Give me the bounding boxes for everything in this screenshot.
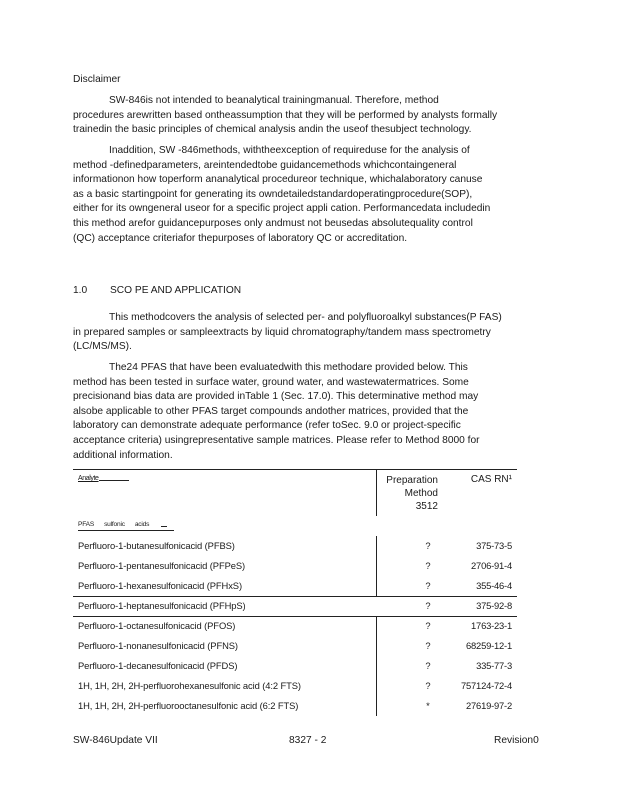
table-row-rule (73, 616, 517, 617)
cas-number: 68259-12-1 (466, 640, 512, 651)
table-row (78, 600, 512, 614)
table-row (78, 700, 512, 714)
scope-paragraph-2 (73, 361, 551, 463)
disclaimer-paragraph-1 (73, 94, 551, 138)
header-line: 3512 (415, 501, 438, 512)
header-column-divider (376, 470, 377, 516)
text-line: either for its owngeneral useor for a specific project appli cation. Performancedata includedin (73, 203, 491, 215)
subheader-word: sulfonic (104, 521, 125, 528)
table-header-analyte: Analyte (78, 475, 129, 482)
table-subheader-pfas-sulfonic-acids (78, 521, 167, 528)
analyte-name: Perfluoro-1-pentanesulfonicacid (PFPeS) (78, 560, 246, 571)
prep-method-mark: ? (425, 540, 431, 551)
subheader-word: PFAS (78, 521, 95, 528)
text-line: method has been tested in surface water, ground water, and wastewatermatrices. Some (73, 376, 469, 388)
text-line: (LC/MS/MS). (73, 341, 132, 353)
disclaimer-title: Disclaimer (73, 74, 121, 85)
table-row-rule (73, 596, 517, 597)
analyte-name: Perfluoro-1-hexanesulfonicacid (PFHxS) (78, 580, 242, 591)
analyte-name: 1H, 1H, 2H, 2H-perfluorooctanesulfonic acid (6:2 FTS) (78, 700, 299, 711)
prep-method-mark: ? (425, 660, 431, 671)
footer-page-number: 8327 - 2 (289, 735, 327, 746)
cas-number: 2706-91-4 (471, 560, 512, 571)
footer-revision: Revision0 (494, 735, 539, 746)
table-row (78, 580, 512, 594)
cas-number: 1763-23-1 (471, 620, 512, 631)
header-line: Method (404, 488, 438, 499)
table-row (78, 620, 512, 634)
cas-number: 335-77-3 (476, 660, 512, 671)
text-line: procedures arewritten based ontheassumption that they will be performed by analysts formally (73, 109, 498, 121)
cas-number: 375-92-8 (476, 600, 512, 611)
analyte-name: 1H, 1H, 2H, 2H-perfluorohexanesulfonic acid (4:2 FTS) (78, 680, 301, 691)
prep-method-mark: ? (425, 600, 431, 611)
text-line: Inaddition, SW -846methods, withtheexception of requireduse for the analysis of (109, 145, 470, 156)
text-line: laboratory can demonstrate adequate performance (refer toSec. 9.0 or project-specific (73, 420, 461, 432)
text-line: this method arefor guidancepurposes only andmust not beusedas absolutequality control (73, 217, 473, 229)
subheader-underline (78, 530, 174, 531)
cas-number: 757124-72-4 (461, 680, 512, 691)
prep-method-mark: ? (425, 680, 431, 691)
text-line: SW-846is not intended to beanalytical trainingmanual. Therefore, method (109, 95, 439, 106)
table-row (78, 640, 512, 654)
analyte-name: Perfluoro-1-heptanesulfonicacid (PFHpS) (78, 600, 246, 611)
text-line: in prepared samples or sampleextracts by liquid chromatography/tandem mass spectrometry (73, 326, 491, 338)
text-line: additional information. (73, 449, 173, 461)
subheader-word: acids (134, 521, 150, 528)
text-line: method -definedparameters, areintendedtobe guidancemethods whichcontaingeneral (73, 159, 457, 171)
analyte-name: Perfluoro-1-octanesulfonicacid (PFOS) (78, 620, 236, 631)
analyte-name: Perfluoro-1-decanesulfonicacid (PFDS) (78, 660, 238, 671)
text-line: trainedin the basic principles of chemical analysis andin the useof thesubject technology. (73, 124, 472, 136)
scope-paragraph-1 (73, 311, 551, 355)
prep-method-mark: ? (425, 620, 431, 631)
text-line: alsobe applicable to other PFAS target compounds andother matrices, provided that the (73, 405, 469, 417)
prep-method-mark: ? (425, 640, 431, 651)
section-number: 1.0 (73, 285, 88, 296)
text-line: (QC) acceptance criteriafor thepurposes of laboratory QC or accreditation. (73, 232, 408, 244)
analyte-name: Perfluoro-1-nonanesulfonicacid (PFNS) (78, 640, 238, 651)
cas-number: 355-46-4 (476, 580, 512, 591)
text-line: informationon how toperform ananalytical procedureor technique, whichalaboratory canuse (73, 174, 483, 186)
text-line: precisionand bias data are provided inTable 1 (Sec. 17.0). This determinative method may (73, 391, 479, 403)
table-row (78, 540, 512, 554)
table-header-prep-method (378, 474, 438, 513)
table-top-rule (73, 469, 517, 470)
disclaimer-paragraph-2 (73, 144, 551, 246)
cas-number: 375-73-5 (476, 540, 512, 551)
section-title: SCO PE AND APPLICATION (110, 285, 242, 296)
header-line: Preparation (386, 475, 438, 486)
text-line: This methodcovers the analysis of selected per- and polyfluoroalkyl substances(P FAS) (109, 312, 502, 323)
table-row (78, 660, 512, 674)
text-line: as a basic startingpoint for generating its owndetailedstandardoperatingprocedure(SOP), (73, 188, 473, 200)
prep-method-mark: * (426, 700, 430, 711)
analyte-name: Perfluoro-1-butanesulfonicacid (PFBS) (78, 540, 235, 551)
footer-document-id: SW-846Update VII (73, 735, 158, 746)
table-header-cas-rn: CAS RN¹ (470, 474, 512, 485)
text-line: The24 PFAS that have been evaluatedwith this methodare provided below. This (109, 362, 468, 373)
table-row (78, 680, 512, 694)
prep-method-mark: ? (425, 560, 431, 571)
cas-number: 27619-97-2 (466, 700, 512, 711)
prep-method-mark: ? (425, 580, 431, 591)
text-line: acceptance criteria) usingrepresentative sample matrices. Please refer to Method 8000 for (73, 434, 480, 446)
table-row (78, 560, 512, 574)
